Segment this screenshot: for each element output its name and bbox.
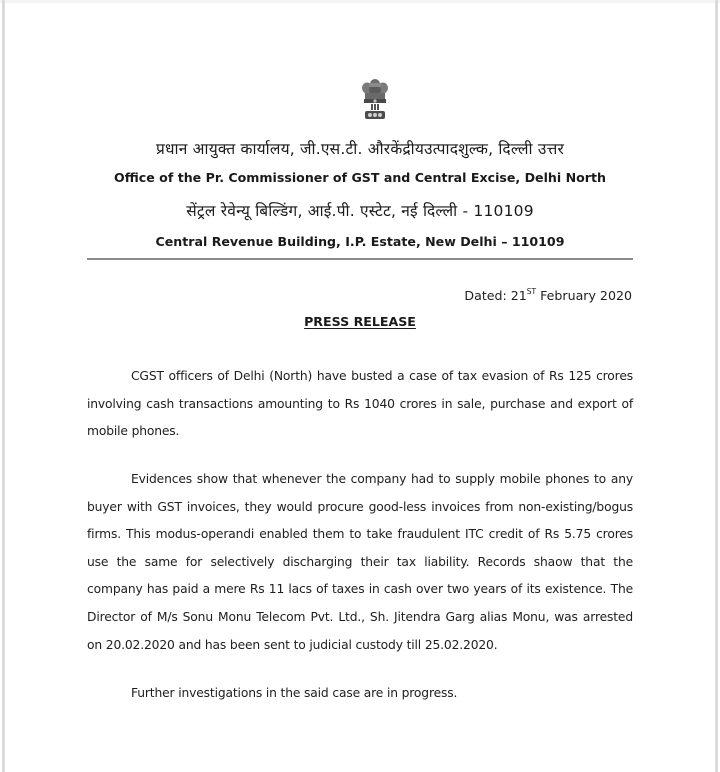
hindi-address: सेंट्रल रेवेन्यू बिल्डिंग, आई.पी. एस्टेट, नई दिल्ली - 110109 [186, 202, 534, 220]
english-address: Central Revenue Building, I.P. Estate, New Delhi – 110109 [155, 234, 565, 249]
press-release-title: PRESS RELEASE [304, 314, 416, 329]
header-divider [87, 258, 633, 260]
paragraph: Evidences show that whenever the company had to supply mobile phones to any buyer with GST invoices, they would procure good-less invoices from non-existing/bogus firms. This modus-operandi enabled them to take fraudulent ITC credit of Rs 5.75 crores use the same for selectively discharging their tax liability. Records shaow that the company has paid a mere Rs 11 lacs of taxes in cash over two years of its existence. The Director of M/s Sonu Monu Telecom Pvt. Ltd., Sh. Jitendra Garg alias Monu, was arrested on 20.02.2020 and has been sent to judicial custody till 25.02.2020. [87, 472, 633, 652]
english-office-name: Office of the Pr. Commissioner of GST and Central Excise, Delhi North [114, 170, 606, 185]
page-right-edge [715, 0, 718, 772]
date-prefix: Dated: 21 [464, 288, 527, 303]
national-emblem-icon [360, 77, 390, 121]
paragraph: Further investigations in the said case are in progress. [131, 686, 458, 700]
date-line [464, 288, 632, 303]
date-rest: February 2020 [536, 288, 632, 303]
page-left-edge [2, 0, 5, 772]
date-ordinal-suffix: ST [526, 287, 537, 296]
page-top-edge [0, 0, 720, 3]
paragraph: CGST officers of Delhi (North) have busted a case of tax evasion of Rs 125 crores involving cash transactions amounting to Rs 1040 crores in sale, purchase and export of mobile phones. [87, 369, 633, 439]
hindi-office-name: प्रधान आयुक्त कार्यालय, जी.एस.टी. औरकेंद्रीयउत्पादशुल्क, दिल्ली उत्तर [155, 140, 565, 158]
